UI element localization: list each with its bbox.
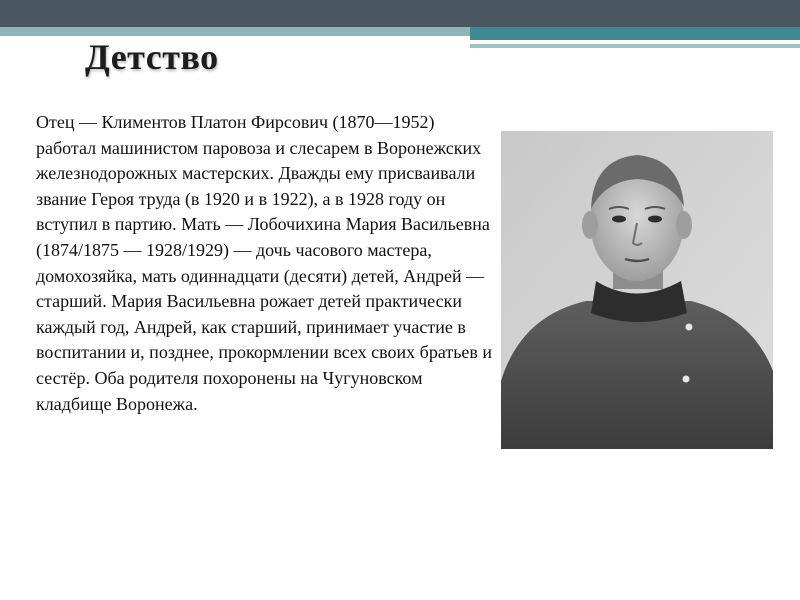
slide-title: Детство bbox=[85, 37, 219, 77]
slide-body-text: Отец — Климентов Платон Фирсович (1870—1952) работал машинистом паровоза и слесарем в Воронежских железнодорожных мастерских. Дважды ему присваивали звание Героя труда (в 1920 и в 1922), а в 1928 году он вступил в партию. Мать — Лобочихина Мария Васильевна (1874/1875 — 1928/1929) — дочь часового мастера, домохозяйка, мать одиннадцати (десяти) детей, Андрей — старший. Мария Васильевна рожает детей практически каждый год, Андрей, как старший, принимает участие в воспитании и, позднее, прокормлении всех своих братьев и сестёр. Оба родителя похоронены на Чугуновском кладбище Воронежа. bbox=[36, 112, 493, 414]
portrait-photo bbox=[501, 131, 773, 449]
header-dark-bar bbox=[0, 0, 800, 27]
header-teal-bar-right bbox=[470, 27, 800, 40]
portrait-illustration bbox=[501, 131, 773, 449]
header-teal-bar-left bbox=[0, 27, 470, 36]
header-teal-thin-line bbox=[470, 44, 800, 48]
